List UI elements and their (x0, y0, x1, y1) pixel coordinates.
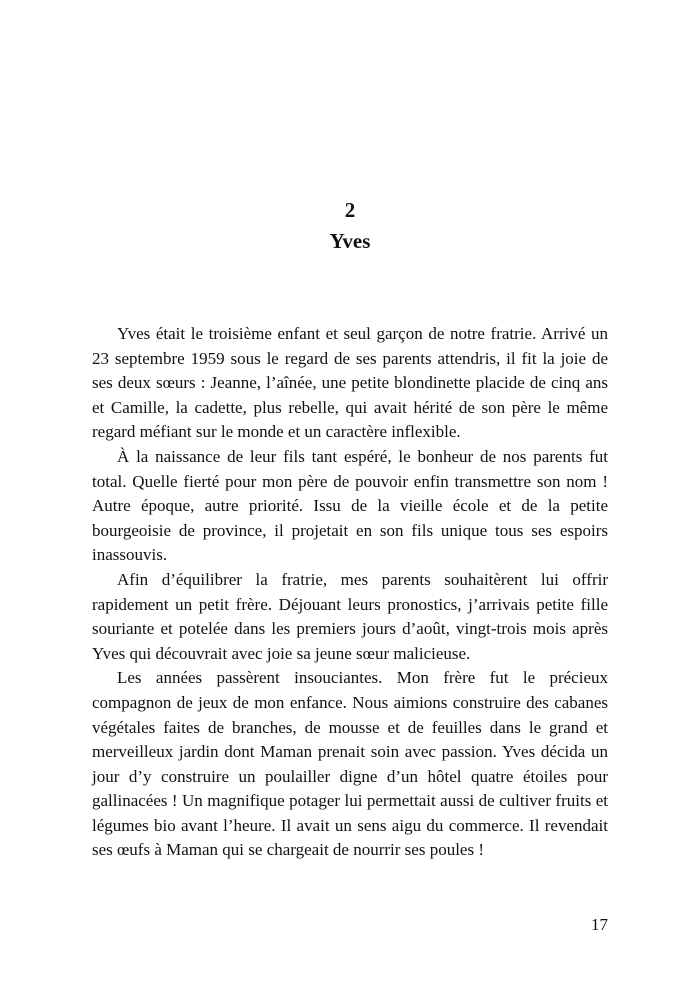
paragraph: Afin d’équilibrer la fratrie, mes parents souhaitèrent lui offrir rapidement un petit frère. Déjouant leurs pronostics, j’arrivais petite fille souriante et potelée dans les premiers jours d’août, vingt-trois mois après Yves qui découvrait avec joie sa jeune sœur malicieuse. (92, 569, 608, 663)
page-number: 17 (591, 915, 608, 934)
paragraph: À la naissance de leur fils tant espéré, le bonheur de nos parents fut total. Quelle fierté pour mon père de pouvoir enfin transmettre son nom ! Autre époque, autre priorité. Issu de la vieille école et de la petite bourgeoisie de province, il projetait en son fils unique tous ses espoirs inassouvis. (92, 446, 608, 565)
paragraph: Les années passèrent insouciantes. Mon frère fut le précieux compagnon de jeux de mon enfance. Nous aimions construire des cabanes végétales faites de branches, de mousse et de feuilles dans le grand et merveilleux jardin dont Maman prenait soin avec passion. Yves décida un jour d’y construire un poulailler digne d’un hôtel quatre étoiles pour gallinacées ! Un magnifique potager lui permettait aussi de cultiver fruits et légumes bio avant l’heure. Il avait un sens aigu du commerce. Il revendait ses œufs à Maman qui se chargeait de nourrir ses poules ! (92, 668, 608, 860)
paragraph: Yves était le troisième enfant et seul garçon de notre fratrie. Arrivé un 23 septembre 1959 sous le regard de ses parents attendris, il fit la joie de ses deux sœurs : Jeanne, l’aînée, une petite blondinette placide de cinq ans et Camille, la cadette, plus rebelle, qui avait hérité de son père le même regard méfiant sur le monde et un caractère inflexible. (92, 324, 608, 442)
chapter-title: Yves (329, 229, 371, 253)
chapter-number: 2 (344, 198, 356, 222)
chapter-body (92, 322, 608, 863)
